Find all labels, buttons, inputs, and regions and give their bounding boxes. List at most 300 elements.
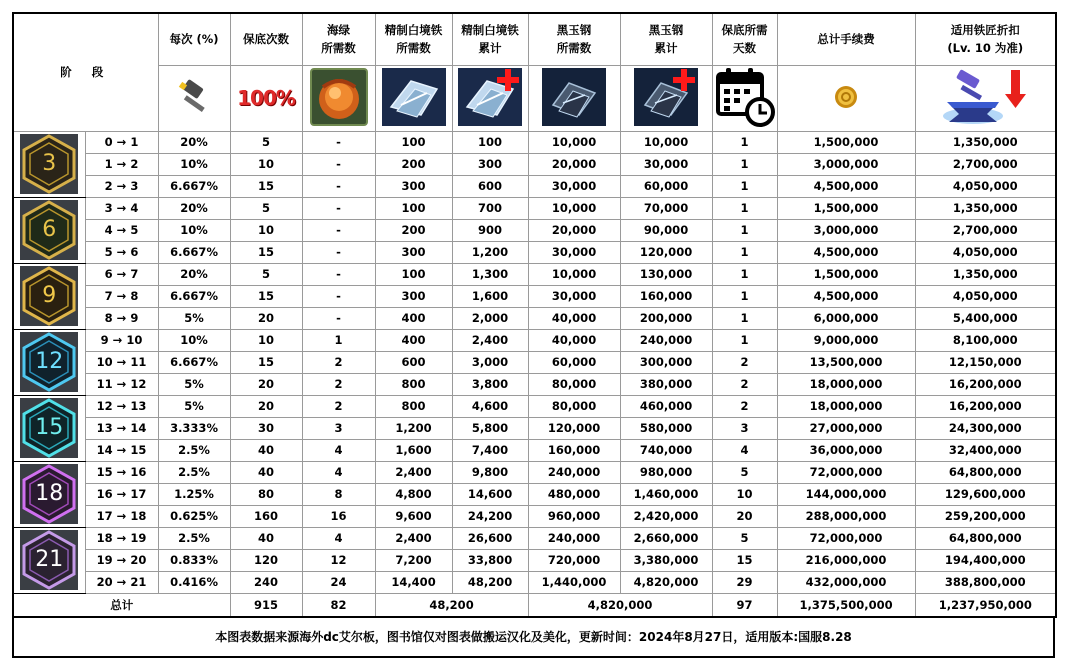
cell-wi: 100 [375, 263, 452, 285]
cell-disc: 16,200,000 [915, 373, 1056, 395]
total-white-iron: 48,200 [375, 593, 528, 617]
cell-wi: 2,400 [375, 527, 452, 549]
cell-sea: - [302, 197, 375, 219]
cell-pity: 5 [230, 197, 302, 219]
cell-bjc: 3,380,000 [620, 549, 712, 571]
cell-fee: 432,000,000 [777, 571, 915, 593]
cell-bj: 720,000 [528, 549, 620, 571]
cell-bj: 30,000 [528, 285, 620, 307]
cell-fee: 9,000,000 [777, 329, 915, 351]
cell-step: 1 → 2 [85, 153, 158, 175]
cell-fee: 4,500,000 [777, 175, 915, 197]
enhancement-cost-table [12, 12, 1057, 618]
stage-badge-cell [13, 131, 85, 197]
cell-pity: 10 [230, 153, 302, 175]
cell-bj: 80,000 [528, 373, 620, 395]
cell-days: 1 [712, 175, 777, 197]
cell-wic: 7,400 [452, 439, 528, 461]
cell-fee: 4,500,000 [777, 241, 915, 263]
cell-step: 9 → 10 [85, 329, 158, 351]
cell-wi: 1,600 [375, 439, 452, 461]
percent-100-icon-cell [230, 65, 302, 131]
cell-wic: 600 [452, 175, 528, 197]
cell-pity: 15 [230, 351, 302, 373]
cell-wi: 200 [375, 219, 452, 241]
cell-fee: 1,500,000 [777, 197, 915, 219]
cell-bjc: 130,000 [620, 263, 712, 285]
cell-wi: 300 [375, 241, 452, 263]
sea-green-icon-cell [302, 65, 375, 131]
black-jade-icon-cell [528, 65, 620, 131]
sea-green-header: 海绿 所需数 [302, 13, 375, 65]
stage-badge-cell [13, 263, 85, 329]
cell-disc: 1,350,000 [915, 197, 1056, 219]
cell-disc: 388,800,000 [915, 571, 1056, 593]
cell-sea: - [302, 153, 375, 175]
cell-step: 13 → 14 [85, 417, 158, 439]
stage-badge-cell [13, 395, 85, 461]
cell-rate: 6.667% [158, 175, 230, 197]
cell-rate: 2.5% [158, 439, 230, 461]
cell-step: 3 → 4 [85, 197, 158, 219]
cell-sea: 2 [302, 395, 375, 417]
cell-bj: 480,000 [528, 483, 620, 505]
cell-step: 14 → 15 [85, 439, 158, 461]
cell-fee: 72,000,000 [777, 461, 915, 483]
table-row [13, 549, 1056, 571]
cell-bjc: 240,000 [620, 329, 712, 351]
cell-pity: 15 [230, 285, 302, 307]
cell-disc: 16,200,000 [915, 395, 1056, 417]
cell-fee: 36,000,000 [777, 439, 915, 461]
cell-days: 3 [712, 417, 777, 439]
cell-sea: - [302, 241, 375, 263]
cell-disc: 64,800,000 [915, 527, 1056, 549]
cell-disc: 194,400,000 [915, 549, 1056, 571]
cell-wi: 400 [375, 307, 452, 329]
table-row [13, 505, 1056, 527]
cell-disc: 2,700,000 [915, 153, 1056, 175]
total-row [13, 593, 1056, 617]
cell-rate: 5% [158, 307, 230, 329]
cell-pity: 20 [230, 373, 302, 395]
cell-bjc: 10,000 [620, 131, 712, 153]
black-jade-cum-icon-cell [620, 65, 712, 131]
percent-100-icon: 100% [237, 86, 295, 110]
cell-sea: 8 [302, 483, 375, 505]
table-row [13, 571, 1056, 593]
cell-disc: 129,600,000 [915, 483, 1056, 505]
cell-sea: - [302, 219, 375, 241]
calendar-icon-cell [712, 65, 777, 131]
table-row [13, 329, 1056, 351]
stage-badge-number: 12 [35, 349, 64, 374]
cell-fee: 3,000,000 [777, 153, 915, 175]
cell-bjc: 300,000 [620, 351, 712, 373]
cell-sea: 4 [302, 461, 375, 483]
white-iron-cumulative-icon [457, 67, 523, 127]
cell-bjc: 1,460,000 [620, 483, 712, 505]
cell-wi: 400 [375, 329, 452, 351]
cell-sea: 2 [302, 373, 375, 395]
enhancement-cost-table-container [12, 12, 1055, 658]
cell-sea: 2 [302, 351, 375, 373]
cell-pity: 240 [230, 571, 302, 593]
cell-bj: 20,000 [528, 219, 620, 241]
black-jade-cum-header: 黑玉钢 累计 [620, 13, 712, 65]
cell-bjc: 120,000 [620, 241, 712, 263]
cell-days: 2 [712, 395, 777, 417]
cell-fee: 216,000,000 [777, 549, 915, 571]
sea-green-material-icon [309, 67, 369, 127]
total-black-jade: 4,820,000 [528, 593, 712, 617]
cell-pity: 40 [230, 527, 302, 549]
cell-bj: 30,000 [528, 241, 620, 263]
total-label: 总计 [13, 593, 230, 617]
cell-rate: 1.25% [158, 483, 230, 505]
cell-fee: 3,000,000 [777, 219, 915, 241]
stage-header: 阶 段 [13, 13, 158, 131]
table-row [13, 131, 1056, 153]
cell-pity: 5 [230, 131, 302, 153]
cell-fee: 144,000,000 [777, 483, 915, 505]
cell-wi: 4,800 [375, 483, 452, 505]
cell-bjc: 4,820,000 [620, 571, 712, 593]
cell-bjc: 200,000 [620, 307, 712, 329]
stage-badge-cell [13, 329, 85, 395]
coin-icon-cell [777, 65, 915, 131]
cell-pity: 20 [230, 307, 302, 329]
cell-wi: 300 [375, 175, 452, 197]
discount-header: 适用铁匠折扣 (Lv. 10 为准) [915, 13, 1056, 65]
cell-bj: 10,000 [528, 131, 620, 153]
cell-rate: 6.667% [158, 351, 230, 373]
cell-wi: 600 [375, 351, 452, 373]
cell-disc: 5,400,000 [915, 307, 1056, 329]
cell-bjc: 460,000 [620, 395, 712, 417]
cell-bj: 240,000 [528, 527, 620, 549]
black-jade-steel-icon [541, 67, 607, 127]
cell-days: 1 [712, 307, 777, 329]
cell-fee: 27,000,000 [777, 417, 915, 439]
stage-badge-number: 3 [42, 151, 57, 176]
stage-badge-number: 18 [35, 481, 64, 506]
cell-disc: 8,100,000 [915, 329, 1056, 351]
stage-badge [20, 200, 78, 260]
cell-fee: 18,000,000 [777, 373, 915, 395]
table-row [13, 439, 1056, 461]
table-row [13, 175, 1056, 197]
cell-wi: 14,400 [375, 571, 452, 593]
stage-badge-number: 9 [42, 283, 57, 308]
cell-days: 5 [712, 461, 777, 483]
cell-bj: 1,440,000 [528, 571, 620, 593]
cell-rate: 3.333% [158, 417, 230, 439]
table-row [13, 263, 1056, 285]
cell-days: 2 [712, 351, 777, 373]
cell-bjc: 70,000 [620, 197, 712, 219]
stage-badge [20, 398, 78, 458]
blacksmith-anvil-discount-icon [937, 66, 1033, 128]
black-jade-cumulative-icon [633, 67, 699, 127]
pity-count-header: 保底次数 [230, 13, 302, 65]
stage-badge-cell [13, 461, 85, 527]
cell-days: 1 [712, 219, 777, 241]
hammer-icon-cell [158, 65, 230, 131]
cell-wic: 26,600 [452, 527, 528, 549]
cell-step: 20 → 21 [85, 571, 158, 593]
stage-badge [20, 134, 78, 194]
cell-step: 18 → 19 [85, 527, 158, 549]
cell-bj: 60,000 [528, 351, 620, 373]
cell-rate: 10% [158, 153, 230, 175]
cell-wic: 300 [452, 153, 528, 175]
cell-sea: 1 [302, 329, 375, 351]
cell-wic: 24,200 [452, 505, 528, 527]
cell-days: 1 [712, 131, 777, 153]
cell-step: 5 → 6 [85, 241, 158, 263]
stage-badge [20, 530, 78, 590]
cell-pity: 15 [230, 241, 302, 263]
cell-step: 6 → 7 [85, 263, 158, 285]
cell-bjc: 60,000 [620, 175, 712, 197]
table-row [13, 307, 1056, 329]
pity-days-header: 保底所需 天数 [712, 13, 777, 65]
cell-days: 5 [712, 527, 777, 549]
cell-days: 1 [712, 329, 777, 351]
stage-badge [20, 266, 78, 326]
cell-rate: 5% [158, 373, 230, 395]
cell-step: 16 → 17 [85, 483, 158, 505]
cell-days: 4 [712, 439, 777, 461]
cell-wic: 14,600 [452, 483, 528, 505]
cell-days: 1 [712, 241, 777, 263]
cell-bj: 960,000 [528, 505, 620, 527]
cell-step: 19 → 20 [85, 549, 158, 571]
table-row [13, 285, 1056, 307]
cell-bj: 40,000 [528, 329, 620, 351]
cell-days: 1 [712, 285, 777, 307]
cell-disc: 24,300,000 [915, 417, 1056, 439]
stage-badge [20, 332, 78, 392]
cell-pity: 5 [230, 263, 302, 285]
cell-bj: 80,000 [528, 395, 620, 417]
stage-badge-number: 6 [42, 217, 57, 242]
total-fee-header: 总计手续费 [777, 13, 915, 65]
table-row [13, 395, 1056, 417]
cell-bj: 20,000 [528, 153, 620, 175]
calendar-clock-icon [714, 66, 776, 128]
cell-step: 0 → 1 [85, 131, 158, 153]
cell-rate: 10% [158, 219, 230, 241]
cell-step: 12 → 13 [85, 395, 158, 417]
cell-days: 10 [712, 483, 777, 505]
cell-sea: 4 [302, 527, 375, 549]
cell-step: 7 → 8 [85, 285, 158, 307]
cell-wic: 3,000 [452, 351, 528, 373]
cell-step: 2 → 3 [85, 175, 158, 197]
cell-rate: 6.667% [158, 241, 230, 263]
cell-bj: 240,000 [528, 461, 620, 483]
cell-pity: 20 [230, 395, 302, 417]
cell-wic: 1,300 [452, 263, 528, 285]
stage-badge-number: 15 [35, 415, 64, 440]
cell-sea: 4 [302, 439, 375, 461]
table-row [13, 351, 1056, 373]
cell-disc: 12,150,000 [915, 351, 1056, 373]
total-sea: 82 [302, 593, 375, 617]
cell-bj: 40,000 [528, 307, 620, 329]
cell-sea: - [302, 285, 375, 307]
cell-wi: 200 [375, 153, 452, 175]
cell-bjc: 740,000 [620, 439, 712, 461]
cell-pity: 30 [230, 417, 302, 439]
cell-days: 1 [712, 263, 777, 285]
table-row [13, 461, 1056, 483]
cell-rate: 6.667% [158, 285, 230, 307]
cell-disc: 259,200,000 [915, 505, 1056, 527]
cell-wic: 48,200 [452, 571, 528, 593]
table-row [13, 527, 1056, 549]
cell-bj: 160,000 [528, 439, 620, 461]
cell-bjc: 580,000 [620, 417, 712, 439]
white-iron-cum-header: 精制白境铁 累计 [452, 13, 528, 65]
cell-disc: 4,050,000 [915, 285, 1056, 307]
cell-pity: 120 [230, 549, 302, 571]
cell-wic: 100 [452, 131, 528, 153]
cell-rate: 2.5% [158, 527, 230, 549]
total-discount: 1,237,950,000 [915, 593, 1056, 617]
cell-days: 29 [712, 571, 777, 593]
cell-bjc: 380,000 [620, 373, 712, 395]
table-row [13, 153, 1056, 175]
cell-fee: 18,000,000 [777, 395, 915, 417]
cell-step: 11 → 12 [85, 373, 158, 395]
white-iron-icon-cell [375, 65, 452, 131]
hammer-icon [172, 77, 216, 117]
cell-fee: 13,500,000 [777, 351, 915, 373]
cell-pity: 160 [230, 505, 302, 527]
cell-rate: 0.416% [158, 571, 230, 593]
total-fee: 1,375,500,000 [777, 593, 915, 617]
rate-header: 每次 (%) [158, 13, 230, 65]
cell-sea: 3 [302, 417, 375, 439]
cell-rate: 0.833% [158, 549, 230, 571]
cell-bjc: 2,660,000 [620, 527, 712, 549]
cell-bj: 10,000 [528, 197, 620, 219]
cell-disc: 64,800,000 [915, 461, 1056, 483]
cell-wic: 3,800 [452, 373, 528, 395]
cell-disc: 1,350,000 [915, 131, 1056, 153]
cell-rate: 5% [158, 395, 230, 417]
cell-rate: 20% [158, 263, 230, 285]
cell-wic: 5,800 [452, 417, 528, 439]
cell-wic: 2,400 [452, 329, 528, 351]
cell-fee: 4,500,000 [777, 285, 915, 307]
cell-wi: 800 [375, 395, 452, 417]
cell-wic: 1,200 [452, 241, 528, 263]
cell-fee: 1,500,000 [777, 131, 915, 153]
cell-bjc: 160,000 [620, 285, 712, 307]
table-row [13, 219, 1056, 241]
cell-bjc: 2,420,000 [620, 505, 712, 527]
footer-note: 本图表数据来源海外dc艾尔板，图书馆仅对图表做搬运汉化及美化，更新时间：2024年8月27日，适用版本:国服8.28 [12, 618, 1055, 658]
table-row [13, 483, 1056, 505]
white-iron-cum-icon-cell [452, 65, 528, 131]
cell-fee: 72,000,000 [777, 527, 915, 549]
cell-fee: 6,000,000 [777, 307, 915, 329]
cell-bjc: 90,000 [620, 219, 712, 241]
cell-bj: 10,000 [528, 263, 620, 285]
cell-sea: 12 [302, 549, 375, 571]
anvil-icon-cell [915, 65, 1056, 131]
cell-sea: - [302, 131, 375, 153]
stage-badge-cell [13, 197, 85, 263]
white-iron-icon [381, 67, 447, 127]
white-iron-header: 精制白境铁 所需数 [375, 13, 452, 65]
cell-wic: 1,600 [452, 285, 528, 307]
cell-wic: 9,800 [452, 461, 528, 483]
cell-bjc: 980,000 [620, 461, 712, 483]
cell-step: 17 → 18 [85, 505, 158, 527]
cell-fee: 288,000,000 [777, 505, 915, 527]
cell-step: 15 → 16 [85, 461, 158, 483]
cell-sea: - [302, 263, 375, 285]
cell-days: 20 [712, 505, 777, 527]
cell-sea: 16 [302, 505, 375, 527]
cell-wic: 700 [452, 197, 528, 219]
cell-step: 10 → 11 [85, 351, 158, 373]
cell-wi: 100 [375, 197, 452, 219]
cell-pity: 80 [230, 483, 302, 505]
cell-wic: 900 [452, 219, 528, 241]
cell-disc: 4,050,000 [915, 241, 1056, 263]
cell-rate: 20% [158, 197, 230, 219]
cell-wic: 2,000 [452, 307, 528, 329]
cell-step: 8 → 9 [85, 307, 158, 329]
cell-days: 15 [712, 549, 777, 571]
cell-step: 4 → 5 [85, 219, 158, 241]
cell-rate: 0.625% [158, 505, 230, 527]
cell-disc: 2,700,000 [915, 219, 1056, 241]
cell-pity: 40 [230, 439, 302, 461]
cell-pity: 10 [230, 329, 302, 351]
table-row [13, 197, 1056, 219]
cell-wi: 9,600 [375, 505, 452, 527]
cell-wic: 33,800 [452, 549, 528, 571]
cell-wic: 4,600 [452, 395, 528, 417]
total-pity: 915 [230, 593, 302, 617]
cell-disc: 1,350,000 [915, 263, 1056, 285]
cell-wi: 100 [375, 131, 452, 153]
cell-sea: - [302, 307, 375, 329]
cell-pity: 40 [230, 461, 302, 483]
gold-coin-icon [834, 85, 858, 109]
cell-pity: 15 [230, 175, 302, 197]
stage-badge [20, 464, 78, 524]
table-row [13, 373, 1056, 395]
cell-rate: 10% [158, 329, 230, 351]
cell-rate: 2.5% [158, 461, 230, 483]
cell-wi: 1,200 [375, 417, 452, 439]
cell-disc: 32,400,000 [915, 439, 1056, 461]
cell-wi: 2,400 [375, 461, 452, 483]
cell-rate: 20% [158, 131, 230, 153]
stage-badge-number: 21 [35, 547, 64, 572]
cell-wi: 800 [375, 373, 452, 395]
stage-badge-cell [13, 527, 85, 593]
table-row [13, 417, 1056, 439]
